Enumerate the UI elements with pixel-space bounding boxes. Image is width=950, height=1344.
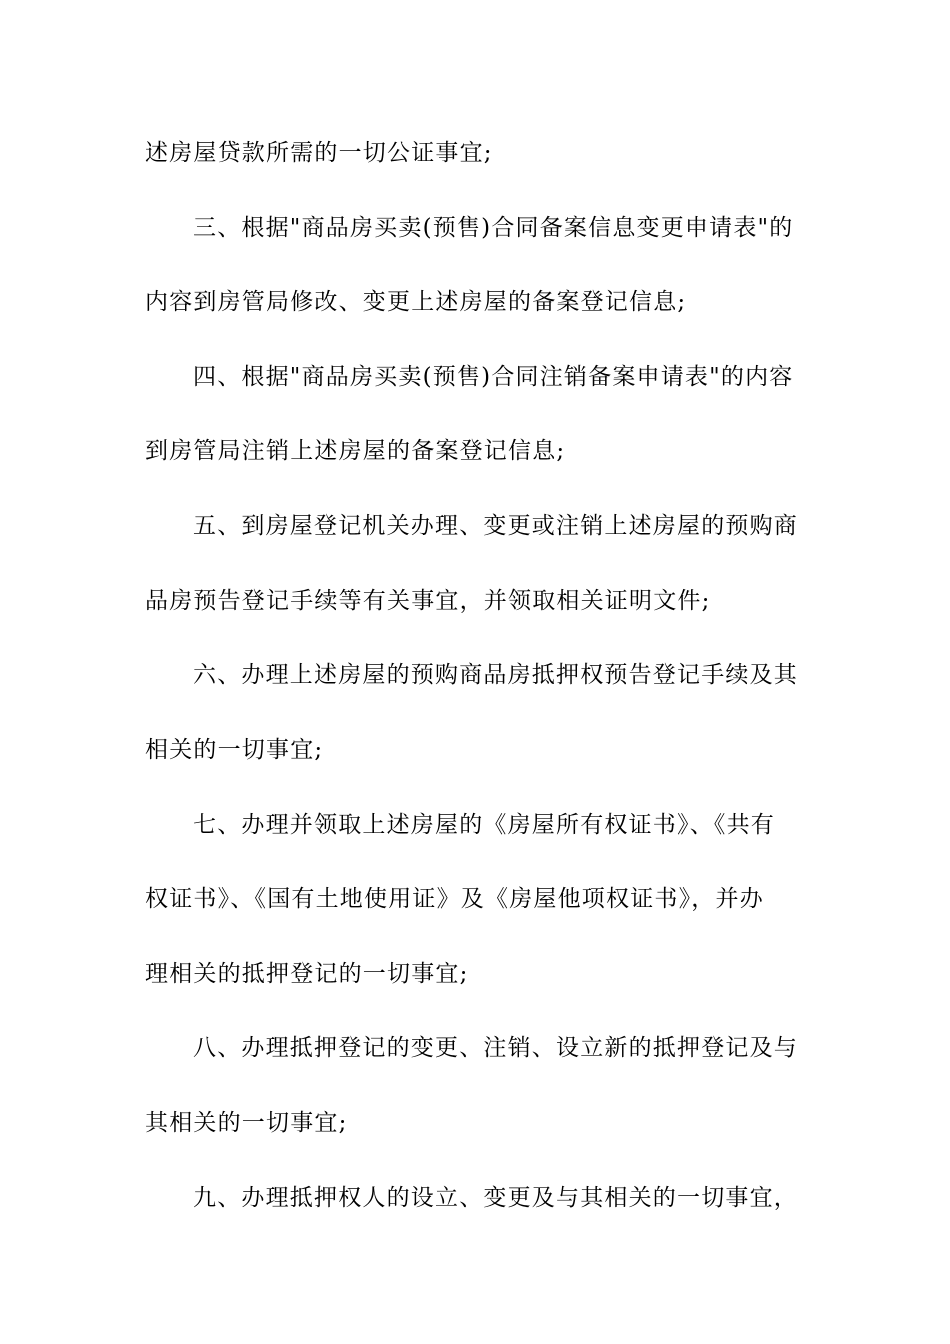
text-line: 权证书》、《国有土地使用证》及《房屋他项权证书》，并办	[145, 886, 764, 912]
text-line: 到房管局注销上述房屋的备案登记信息;	[145, 438, 566, 464]
text-line: 相关的一切事宜;	[145, 737, 324, 763]
paragraph-8-start: 八、办理抵押登记的变更、注销、设立新的抵押登记及与	[193, 1035, 798, 1061]
paragraph-5-start: 五、到房屋登记机关办理、变更或注销上述房屋的预购商	[193, 513, 798, 539]
paragraph-6-start: 六、办理上述房屋的预购商品房抵押权预告登记手续及其	[193, 662, 798, 688]
paragraph-7-start: 七、办理并领取上述房屋的《房屋所有权证书》、《共有	[193, 812, 775, 838]
paragraph-4-start: 四、根据"商品房买卖(预售)合同注销备案申请表"的内容	[193, 364, 794, 390]
text-line: 述房屋贷款所需的一切公证事宜;	[145, 140, 493, 166]
paragraph-3-start: 三、根据"商品房买卖(预售)合同备案信息变更申请表"的	[193, 215, 794, 241]
text-line: 内容到房管局修改、变更上述房屋的备案登记信息;	[145, 289, 687, 315]
paragraph-9-start: 九、办理抵押权人的设立、变更及与其相关的一切事宜，	[193, 1185, 798, 1211]
text-line: 理相关的抵押登记的一切事宜;	[145, 961, 469, 987]
text-line: 品房预告登记手续等有关事宜，并领取相关证明文件;	[145, 588, 711, 614]
text-line: 其相关的一切事宜;	[145, 1110, 348, 1136]
